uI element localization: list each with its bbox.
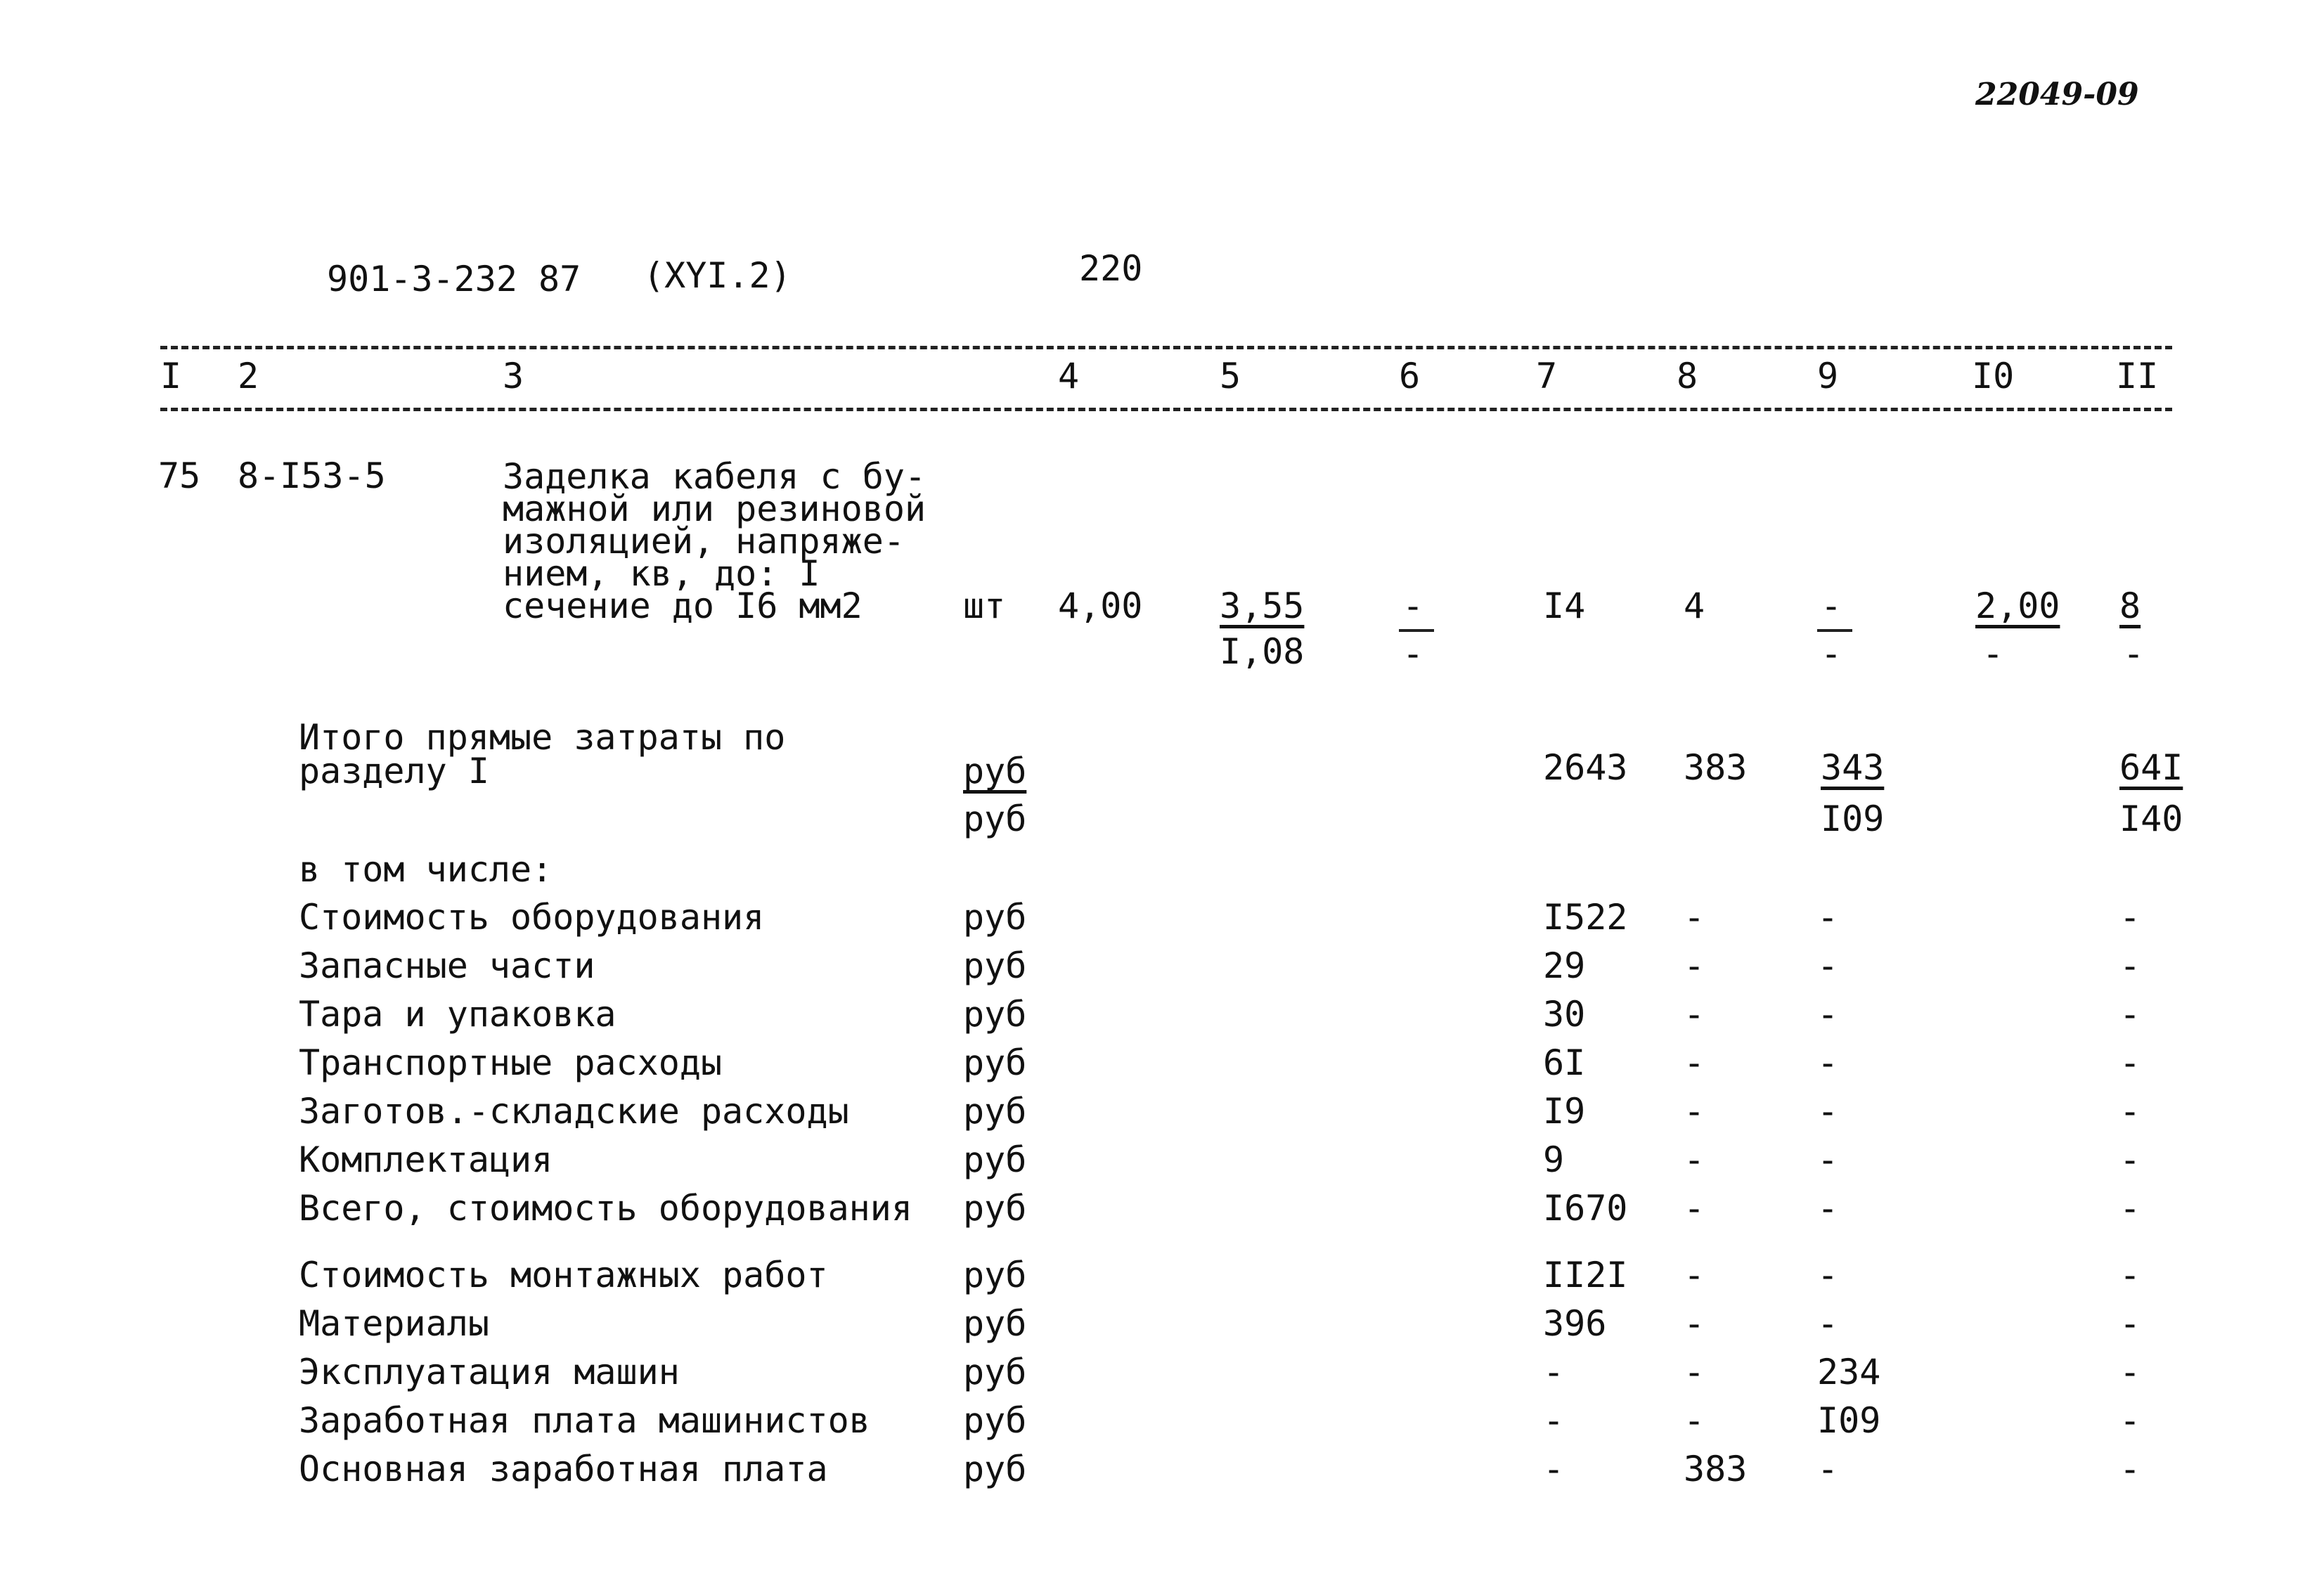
row-col9: - [1817, 1091, 1839, 1132]
total-col9-top: 343 [1821, 747, 1885, 788]
total-col8: 383 [1684, 747, 1748, 788]
row-col8: - [1684, 1042, 1705, 1083]
col-5: 5 [1220, 356, 1241, 396]
section-code: (XYI.2) [643, 255, 792, 296]
document-code: 901-3-232 87 [327, 259, 581, 299]
item-col6-divider [1399, 629, 1434, 632]
col-6: 6 [1399, 356, 1421, 396]
row-col11: - [2119, 994, 2141, 1035]
row-col8: - [1684, 1139, 1705, 1180]
row-unit: руб [963, 897, 1027, 938]
row-label: Материалы [299, 1303, 489, 1344]
row-label: Тара и упаковка [299, 994, 616, 1035]
item-col5-bottom: I,08 [1220, 631, 1305, 672]
including-label: в том числе: [299, 849, 553, 890]
row-label: Транспортные расходы [299, 1042, 723, 1083]
row-unit: руб [963, 1091, 1027, 1132]
col-11: II [2116, 356, 2159, 396]
item-col9-top: - [1821, 586, 1842, 626]
item-code: 8-I53-5 [238, 455, 386, 496]
item-col11-bottom: - [2123, 633, 2145, 674]
col-7: 7 [1536, 356, 1558, 396]
row-col7: 6I [1543, 1042, 1586, 1083]
item-quantity: 4,00 [1058, 586, 1143, 626]
row-unit: руб [963, 1352, 1027, 1392]
row-col8: - [1684, 1091, 1705, 1132]
row-col9: - [1817, 1255, 1839, 1295]
row-col11: - [2119, 1255, 2141, 1295]
row-col7: I9 [1543, 1091, 1586, 1132]
col-8: 8 [1677, 356, 1698, 396]
item-col10-bottom: - [1982, 633, 2004, 674]
col-2: 2 [238, 356, 259, 396]
row-label: Эксплуатация машин [299, 1352, 680, 1392]
header-rule-bottom [160, 408, 2172, 411]
row-unit: руб [963, 945, 1027, 986]
row-col8: - [1684, 1400, 1705, 1441]
item-col8: 4 [1684, 586, 1705, 626]
total-col11-top: 64I [2119, 747, 2183, 788]
row-col8: - [1684, 1303, 1705, 1344]
row-col7: II2I [1543, 1255, 1628, 1295]
row-col9: 234 [1817, 1352, 1881, 1392]
row-col7: 30 [1543, 994, 1586, 1035]
row-label: Всего, стоимость оборудования [299, 1188, 912, 1229]
total-col11-bottom: I40 [2119, 798, 2183, 839]
total-unit-2: руб [963, 798, 1027, 839]
row-col8: - [1684, 1188, 1705, 1229]
item-col7: I4 [1543, 586, 1586, 626]
row-col8: - [1684, 1352, 1705, 1392]
item-col11-top: 8 [2119, 586, 2141, 626]
row-col11: - [2119, 1188, 2141, 1229]
row-col8: - [1684, 994, 1705, 1035]
row-label: Комплектация [299, 1139, 553, 1180]
row-col11: - [2119, 1303, 2141, 1344]
item-col6-bottom: - [1402, 633, 1424, 674]
row-col7: I522 [1543, 897, 1628, 938]
row-unit: руб [963, 1303, 1027, 1344]
row-col7: - [1543, 1449, 1565, 1489]
col-9: 9 [1817, 356, 1839, 396]
row-unit: руб [963, 994, 1027, 1035]
row-col8: 383 [1684, 1449, 1748, 1489]
row-col9: - [1817, 1449, 1839, 1489]
row-col11: - [2119, 897, 2141, 938]
row-col11: - [2119, 1352, 2141, 1392]
item-col9-bottom: - [1821, 633, 1842, 674]
row-col11: - [2119, 1139, 2141, 1180]
row-label: Основная заработная плата [299, 1449, 828, 1489]
total-col7: 2643 [1543, 747, 1628, 788]
row-col9: - [1817, 945, 1839, 986]
total-label-line1: Итого прямые затраты по [299, 717, 786, 758]
row-col9: - [1817, 1303, 1839, 1344]
header-rule-top [160, 346, 2172, 349]
archive-stamp: 22049-09 [1975, 77, 2139, 112]
total-col9-bottom: I09 [1821, 798, 1885, 839]
row-col7: 29 [1543, 945, 1586, 986]
row-label: Стоимость монтажных работ [299, 1255, 828, 1295]
row-col7: I670 [1543, 1188, 1628, 1229]
col-1: I [160, 356, 182, 396]
row-col7: 9 [1543, 1139, 1565, 1180]
row-col11: - [2119, 1400, 2141, 1441]
item-col9-divider [1817, 629, 1852, 632]
item-col10-top: 2,00 [1975, 586, 2060, 626]
page-number: 220 [1079, 248, 1143, 289]
row-unit: руб [963, 1139, 1027, 1180]
row-col11: - [2119, 1091, 2141, 1132]
row-unit: руб [963, 1400, 1027, 1441]
row-col7: - [1543, 1400, 1565, 1441]
row-unit: руб [963, 1255, 1027, 1295]
row-col7: 396 [1543, 1303, 1607, 1344]
row-unit: руб [963, 1042, 1027, 1083]
item-unit: шт [963, 586, 1006, 626]
row-col9: - [1817, 994, 1839, 1035]
item-col6-top: - [1402, 586, 1424, 626]
col-4: 4 [1058, 356, 1080, 396]
row-label: Заработная плата машинистов [299, 1400, 870, 1441]
row-unit: руб [963, 1449, 1027, 1489]
row-col11: - [2119, 1449, 2141, 1489]
col-10: I0 [1972, 356, 2015, 396]
row-col8: - [1684, 945, 1705, 986]
row-label: Заготов.-складские расходы [299, 1091, 849, 1132]
row-col8: - [1684, 1255, 1705, 1295]
row-unit: руб [963, 1188, 1027, 1229]
row-col7: - [1543, 1352, 1565, 1392]
item-description: Заделка кабеля с бу- мажной или резиновой изоляцией, напряже- нием, кв, до: I сечение до I6 мм2 [503, 456, 927, 626]
row-col9: - [1817, 1042, 1839, 1083]
total-label-line2: разделу I [299, 751, 489, 791]
row-col8: - [1684, 897, 1705, 938]
item-col5-top: 3,55 [1220, 586, 1305, 626]
row-col9: - [1817, 1139, 1839, 1180]
item-number: 75 [158, 455, 201, 496]
row-label: Запасные части [299, 945, 595, 986]
total-unit-1: руб [963, 751, 1027, 791]
col-3: 3 [503, 356, 524, 396]
row-col9: - [1817, 1188, 1839, 1229]
row-col9: - [1817, 897, 1839, 938]
row-label: Стоимость оборудования [299, 897, 765, 938]
row-col11: - [2119, 945, 2141, 986]
row-col11: - [2119, 1042, 2141, 1083]
row-col9: I09 [1817, 1400, 1881, 1441]
